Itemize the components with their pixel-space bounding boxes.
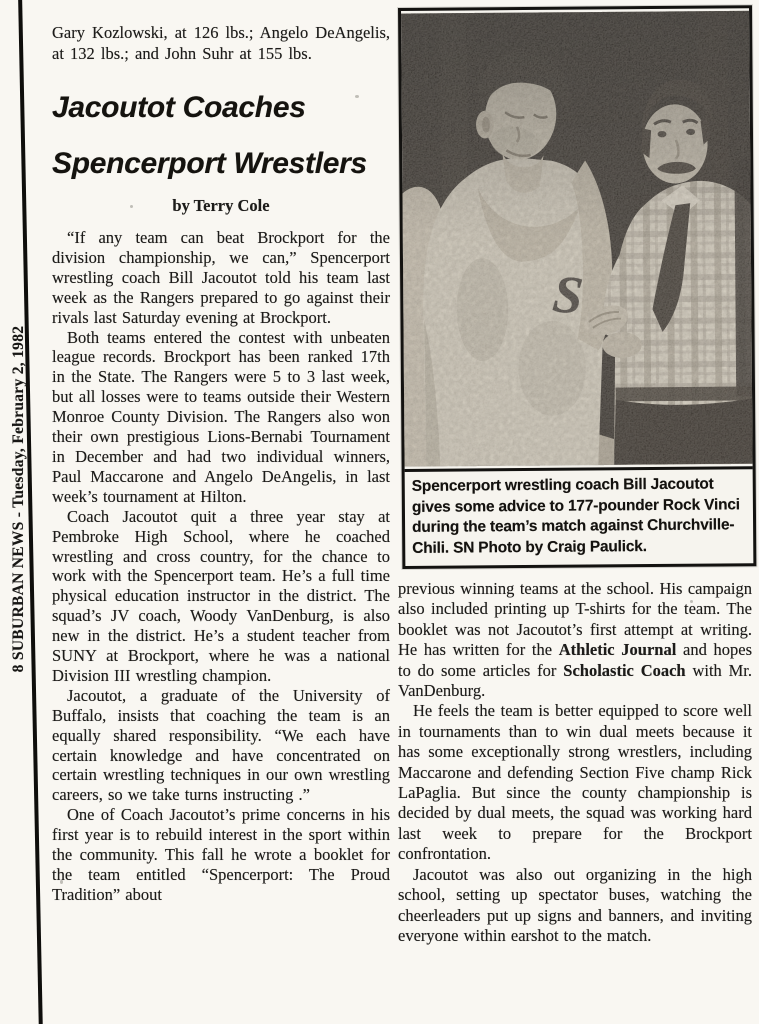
publication-name-bold: Scholastic Coach (563, 660, 686, 680)
headline-line-2: Spencerport Wrestlers (52, 147, 367, 180)
halftone-photo (401, 8, 753, 472)
article-paragraph: “If any team can beat Brockport for the division championship, we can,” Spencerport wrestling coach Bill Jacoutot told his team last week as the Rangers prepared to go against their rivals last Saturday evening at Brockport. (52, 228, 390, 327)
continuation-intro-text: Gary Kozlowski, at 126 lbs.; Angelo DeAngelis, at 132 lbs.; and John Suhr at 155 lbs. (52, 23, 390, 63)
right-column (398, 8, 752, 946)
masthead-vertical-text: 8 SUBURBAN NEWS - Tuesday, February 2, 1982 (10, 325, 27, 673)
scan-speck (690, 600, 693, 603)
article-paragraph: Coach Jacoutot quit a three year stay at Pembroke High School, where he coached wrestling and cross country, for the chance to work with the Spencerport team. He’s a full time physical education instructor in the district. The squad’s JV coach, Woody VanDenburg, is also new in the district. He’s a student teacher from SUNY at Brockport, where he was a national Division III wrestling champion. (52, 506, 390, 685)
paragraph-text: previous winning teams at the school. His campaign also included printing up T-shirts for the team. The booklet was not Jacoutot’s first attempt at writing. He has written for the (398, 579, 752, 660)
photo-caption: Spencerport wrestling coach Bill Jacoutot gives some advice to 177-pounder Rock Vinci during the team’s match against Churchville-Chili. SN Photo by Craig Paulick. (411, 475, 740, 557)
paragraph-text: with Mr. VanDenburg. (398, 660, 753, 701)
paragraph-text: and hopes to do some articles for (398, 640, 752, 680)
article-paragraph: Jacoutot was also out organizing in the high school, setting up spectator buses, watching the cheerleaders put up signs and banners, and inviting everyone within earshot to the match. (398, 864, 752, 945)
wrestling-photo-frame (398, 5, 756, 569)
article-paragraph: Both teams entered the contest with unbeaten league records. Brockport has been ranked 17th in the State. The Rangers were 5 to 3 last week, but all losses were to teams outside their Western Monroe County Division. The Rangers also won their own prestigious Lions-Bernabi Tournament in December and had two individual winners, Paul Maccarone and Angelo DeAngelis, in last week’s tournament at Hilton. (52, 327, 390, 506)
article-paragraph: He feels the team is better equipped to score well in tournaments than to win dual meets because it has some exceptionally strong wrestlers, including Maccarone and defending Section Five champ Rick LaPaglia. But since the county championship is decided by dual meets, the squad was working hard last week to prepare for the Brockport confrontation. (398, 701, 752, 864)
article-headline (52, 80, 390, 192)
scan-speck (60, 880, 63, 884)
left-column-body (52, 228, 390, 905)
scan-speck (355, 95, 359, 98)
halftone-photo-illustration (401, 8, 753, 469)
article-paragraph: Jacoutot, a graduate of the University of Buffalo, insists that coaching the team is an equally shared responsibility. “We each have certain knowledge and have concentrated on certain wrestling techniques in our own wrestling careers, so we take turns instructing .” (52, 685, 390, 805)
left-column (52, 22, 390, 905)
article-paragraph: One of Coach Jacoutot’s prime concerns in his first year is to rebuild interest in the sport within the community. This fall he wrote a booklet for the team entitled “Spencerport: The Proud Tradition” about (52, 805, 390, 904)
byline: by Terry Cole (172, 196, 270, 215)
right-column-body (398, 579, 752, 946)
headline-line-1: Jacoutot Coaches (52, 91, 306, 124)
scan-speck (130, 205, 133, 208)
publication-name-bold: Athletic Journal (558, 640, 677, 660)
article-paragraph (398, 579, 752, 701)
